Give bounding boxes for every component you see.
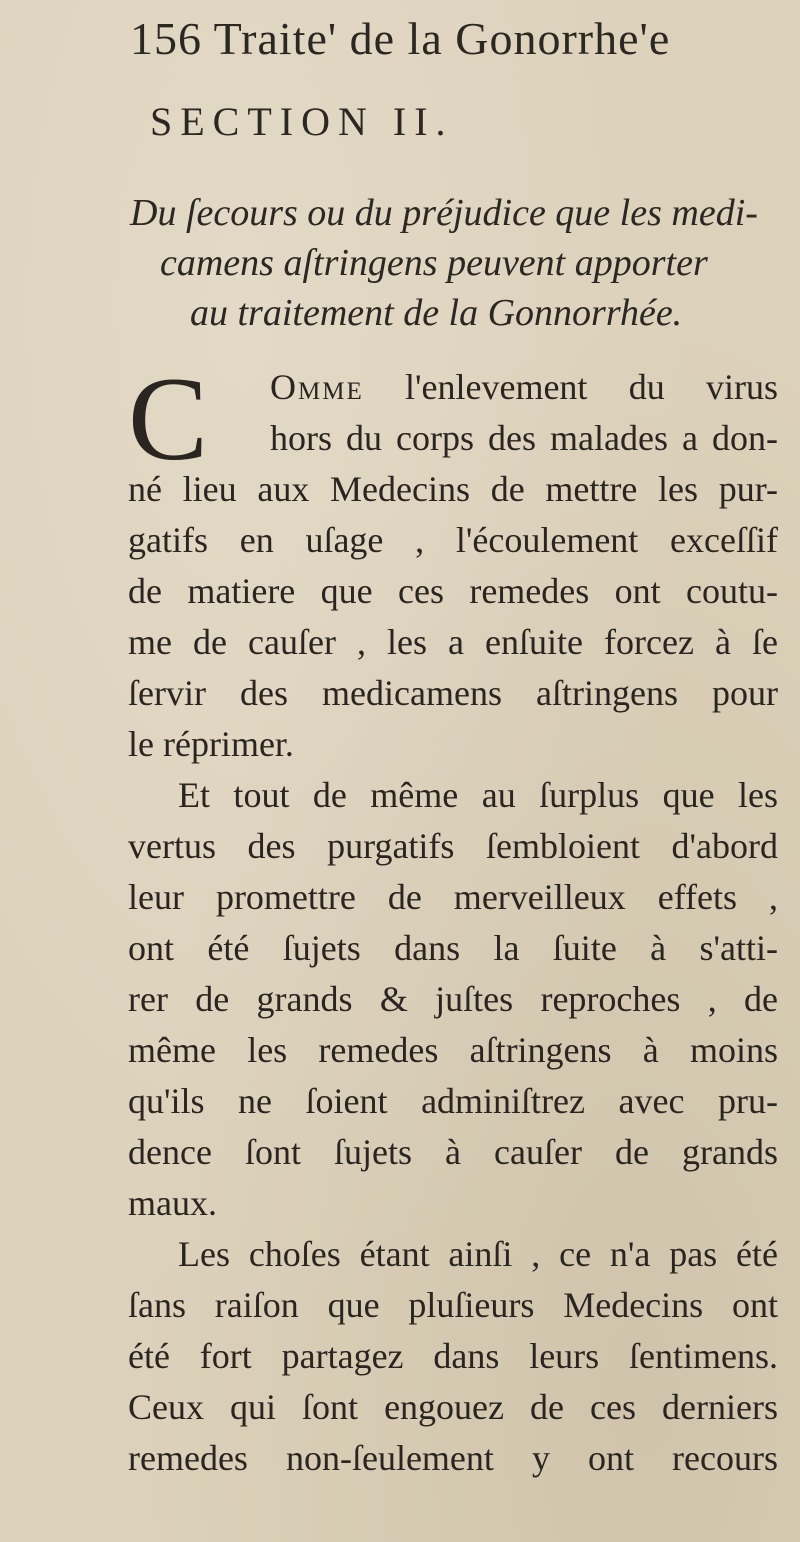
text-line: leur promettre de merveilleux effets , xyxy=(128,877,778,917)
section-subtitle xyxy=(130,188,770,338)
text-line: rer de grands & juſtes reproches , de xyxy=(128,979,778,1019)
text-line xyxy=(128,362,778,413)
text-line: le réprimer. xyxy=(128,724,294,764)
section-title: SECTION II. xyxy=(150,99,454,144)
text-line: me de cauſer , les a enſuite forcez à ſe xyxy=(128,622,778,662)
subtitle-line: au traitement de la Gonnorrhée. xyxy=(190,292,683,334)
body-text xyxy=(128,352,778,1484)
text-line: Ceux qui ſont engouez de ces derniers xyxy=(128,1387,778,1427)
text-line: ſervir des medicamens aſtringens pour xyxy=(128,673,778,713)
text-line: Et tout de même au ſurplus que les xyxy=(178,775,778,815)
text-line: vertus des purgatifs ſembloient d'abord xyxy=(128,826,778,866)
text-line: dence ſont ſujets à cauſer de grands xyxy=(128,1132,778,1172)
text-line: qu'ils ne ſoient adminiſtrez avec pru- xyxy=(128,1081,778,1121)
text-line: hors du corps des malades a don- xyxy=(270,418,778,458)
text-line-rest: l'enlevement du virus xyxy=(405,367,778,407)
paragraph-3 xyxy=(128,1229,778,1484)
paragraph-2 xyxy=(128,770,778,1229)
subtitle-line: camens aſtringens peuvent apporter xyxy=(160,242,708,284)
text-line: remedes non-ſeulement y ont recours xyxy=(128,1438,778,1478)
text-line: né lieu aux Medecins de mettre les pur- xyxy=(128,469,778,509)
text-line: ſans raiſon que pluſieurs Medecins ont xyxy=(128,1285,778,1325)
subtitle-line: Du ſecours ou du préjudice que les medi- xyxy=(130,192,758,234)
drop-cap: C xyxy=(128,352,209,485)
text-line: gatifs en uſage , l'écoulement exceſſif xyxy=(128,520,778,560)
text-line: de matiere que ces remedes ont coutu- xyxy=(128,571,778,611)
text-line: maux. xyxy=(128,1183,217,1223)
running-head: 156 Traite' de la Gonorrhe'e xyxy=(130,13,671,64)
text-line: Les choſes étant ainſi , ce n'a pas été xyxy=(178,1234,778,1274)
text-line: ont été ſujets dans la ſuite à s'atti- xyxy=(128,928,778,968)
text-line: même les remedes aſtringens à moins xyxy=(128,1030,778,1070)
opening-word: Omme xyxy=(270,367,364,407)
paragraph-1 xyxy=(128,352,778,770)
text-line: été fort partagez dans leurs ſentimens. xyxy=(128,1336,778,1376)
